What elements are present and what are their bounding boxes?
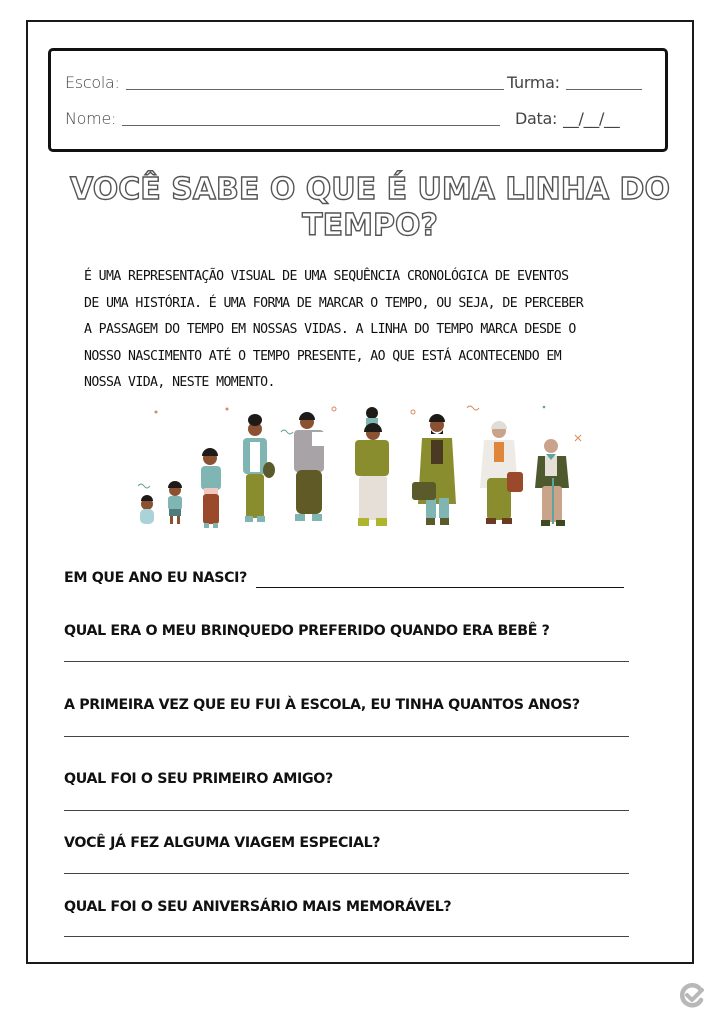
figure-elderly-bag	[480, 421, 523, 524]
intro-line: A PASSAGEM DO TEMPO EM NOSSAS VIDAS. A LINHA DO TEMPO MARCA DESDE O	[84, 322, 576, 337]
name-row	[65, 109, 506, 128]
figure-young-adult	[294, 412, 324, 521]
class-label: Turma:	[507, 73, 560, 92]
school-row	[65, 73, 510, 92]
life-stages-illustration	[126, 398, 596, 538]
name-field[interactable]	[122, 111, 500, 126]
intro-paragraph	[84, 264, 659, 397]
answer-line-first-friend[interactable]	[64, 810, 629, 811]
answer-line-favorite-toy[interactable]	[64, 661, 629, 662]
date-field[interactable]: __/__/__	[563, 109, 620, 128]
class-field[interactable]	[566, 75, 642, 90]
intro-line: NOSSA VIDA, NESTE MOMENTO.	[84, 375, 275, 390]
date-label: Data:	[515, 109, 558, 128]
question-memorable-birthday: QUAL FOI O SEU ANIVERSÁRIO MAIS MEMORÁVEL?	[64, 899, 452, 915]
intro-line: DE UMA HISTÓRIA. É UMA FORMA DE MARCAR O TEMPO, OU SEJA, DE PERCEBER	[84, 295, 584, 311]
figure-child	[201, 448, 221, 528]
intro-line: NOSSO NASCIMENTO ATÉ O TEMPO PRESENTE, AO QUE ESTÁ ACONTECENDO EM	[84, 348, 562, 364]
figure-parent-with-child	[355, 407, 389, 526]
school-field[interactable]	[126, 75, 504, 90]
title-line-2: TEMPO?	[302, 208, 438, 243]
question-first-friend: QUAL FOI O SEU PRIMEIRO AMIGO?	[64, 771, 333, 787]
class-row	[507, 73, 642, 92]
answer-line-first-school-age[interactable]	[64, 736, 629, 737]
figure-elderly-cane	[535, 439, 569, 526]
student-info-box	[48, 48, 668, 152]
answer-line-memorable-birthday[interactable]	[64, 936, 629, 937]
page-title	[60, 172, 680, 244]
question-birth-year: EM QUE ANO EU NASCI?	[64, 570, 247, 586]
intro-line: É UMA REPRESENTAÇÃO VISUAL DE UMA SEQUÊNCIA CRONOLÓGICA DE EVENTOS	[84, 269, 569, 284]
figure-baby	[140, 495, 154, 524]
question-first-school-age: A PRIMEIRA VEZ QUE EU FUI À ESCOLA, EU TINHA QUANTOS ANOS?	[64, 697, 580, 713]
school-label: Escola:	[65, 73, 120, 92]
question-special-trip: VOCÊ JÁ FEZ ALGUMA VIAGEM ESPECIAL?	[64, 835, 381, 851]
figure-teen	[243, 414, 275, 522]
check-badge-icon	[678, 982, 706, 1010]
date-row	[515, 109, 620, 128]
figure-toddler	[168, 481, 182, 524]
answer-line-special-trip[interactable]	[64, 873, 629, 874]
name-label: Nome:	[65, 109, 117, 128]
title-line-1: VOCÊ SABE O QUE É UMA LINHA DO	[70, 172, 670, 207]
answer-line-birth-year[interactable]	[256, 587, 624, 588]
figure-adult-briefcase	[412, 414, 456, 525]
question-favorite-toy: QUAL ERA O MEU BRINQUEDO PREFERIDO QUANDO ERA BEBÊ ?	[64, 623, 550, 639]
